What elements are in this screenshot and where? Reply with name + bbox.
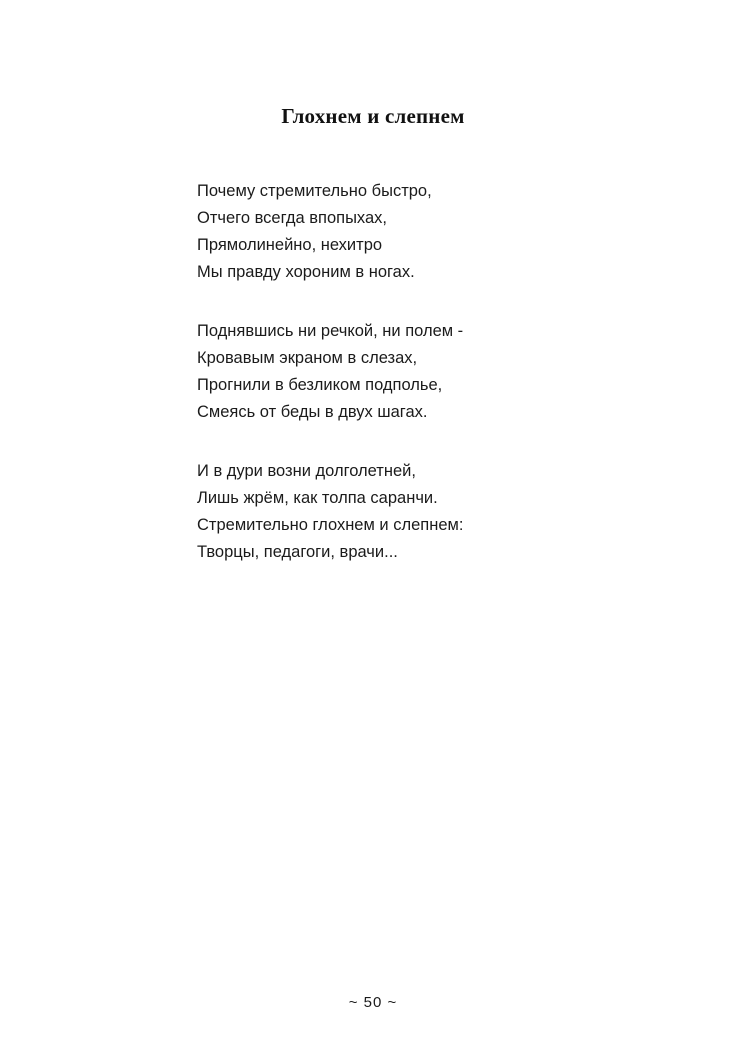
- page-title: Глохнем и слепнем: [281, 104, 465, 128]
- page-number: ~ 50 ~: [348, 994, 398, 1011]
- poem-line: Прямолинейно, нехитро: [197, 236, 383, 254]
- poem-line: Творцы, педагоги, врачи...: [197, 543, 398, 561]
- poem-line: Кровавым экраном в слезах,: [197, 349, 418, 367]
- poem-line: Поднявшись ни речкой, ни полем -: [197, 322, 464, 340]
- poem-line: Лишь жрём, как толпа саранчи.: [197, 489, 438, 507]
- poem-line: Прогнили в безликом подполье,: [197, 376, 443, 394]
- poem-line: Почему стремительно быстро,: [197, 182, 432, 200]
- poem-line: Стремительно глохнем и слепнем:: [197, 516, 464, 534]
- stanza: [197, 318, 627, 426]
- poem-line: Отчего всегда впопыхах,: [197, 209, 387, 227]
- poem-line: Мы правду хороним в ногах.: [197, 263, 415, 281]
- stanza: [197, 178, 627, 286]
- poem-line: И в дури возни долголетней,: [197, 462, 416, 480]
- poem-line: Смеясь от беды в двух шагах.: [197, 403, 428, 421]
- poem-body: [197, 178, 627, 566]
- stanza: [197, 458, 627, 566]
